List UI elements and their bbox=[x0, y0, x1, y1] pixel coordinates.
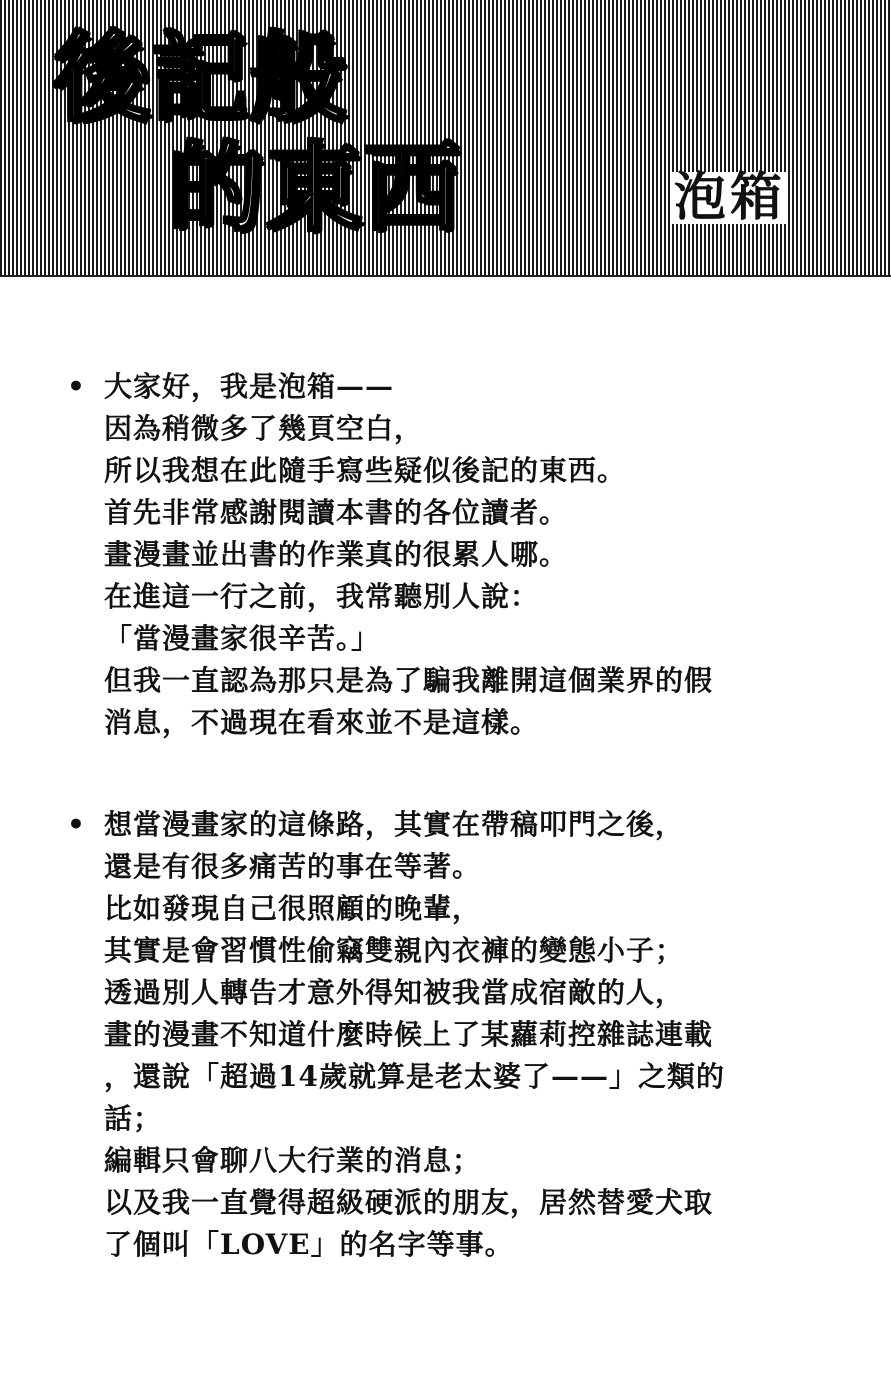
text-line: 比如發現自己很照顧的晚輩， bbox=[104, 892, 482, 925]
text-line: 其實是會習慣性偷竊雙親內衣褲的變態小子； bbox=[104, 934, 685, 967]
text-line: 話； bbox=[104, 1102, 163, 1135]
text-line: 所以我想在此隨手寫些疑似後記的東西。 bbox=[104, 454, 627, 487]
text-line: 了個叫「LOVE」的名字等事。 bbox=[104, 1228, 514, 1261]
bullet-point: • bbox=[67, 808, 85, 841]
author-name: 泡箱 bbox=[674, 167, 787, 228]
text-line: 以及我一直覺得超級硬派的朋友，居然替愛犬取 bbox=[104, 1186, 714, 1219]
text-line: 還是有很多痛苦的事在等著。 bbox=[104, 850, 482, 883]
text-line: 在進這一行之前，我常聽別人說： bbox=[104, 580, 540, 613]
title-line-2: 的東西 bbox=[168, 131, 462, 244]
text-line: 透過別人轉告才意外得知被我當成宿敵的人， bbox=[104, 976, 685, 1009]
text-line: 首先非常感謝閱讀本書的各位讀者。 bbox=[104, 496, 569, 529]
text-line: 編輯只會聊八大行業的消息； bbox=[104, 1144, 482, 1177]
text-line: 想當漫畫家的這條路，其實在帶稿叩門之後， bbox=[104, 808, 685, 841]
bullet-point: • bbox=[67, 370, 85, 403]
title-line-1: 後記般 bbox=[54, 21, 348, 134]
text-line: 大家好，我是泡箱—— bbox=[104, 370, 395, 403]
text-line: 但我一直認為那只是為了騙我離開這個業界的假 bbox=[104, 664, 714, 697]
text-line: 畫的漫畫不知道什麼時候上了某蘿莉控雜誌連載 bbox=[104, 1018, 714, 1051]
text-line: ，還說「超過14歲就算是老太婆了——」之類的 bbox=[104, 1060, 725, 1093]
text-line: 消息，不過現在看來並不是這樣。 bbox=[104, 706, 540, 739]
title-banner bbox=[0, 0, 891, 277]
text-line: 因為稍微多了幾頁空白， bbox=[104, 412, 424, 445]
text-line: 「當漫畫家很辛苦。」 bbox=[104, 622, 381, 655]
text-line: 畫漫畫並出書的作業真的很累人哪。 bbox=[104, 538, 569, 571]
